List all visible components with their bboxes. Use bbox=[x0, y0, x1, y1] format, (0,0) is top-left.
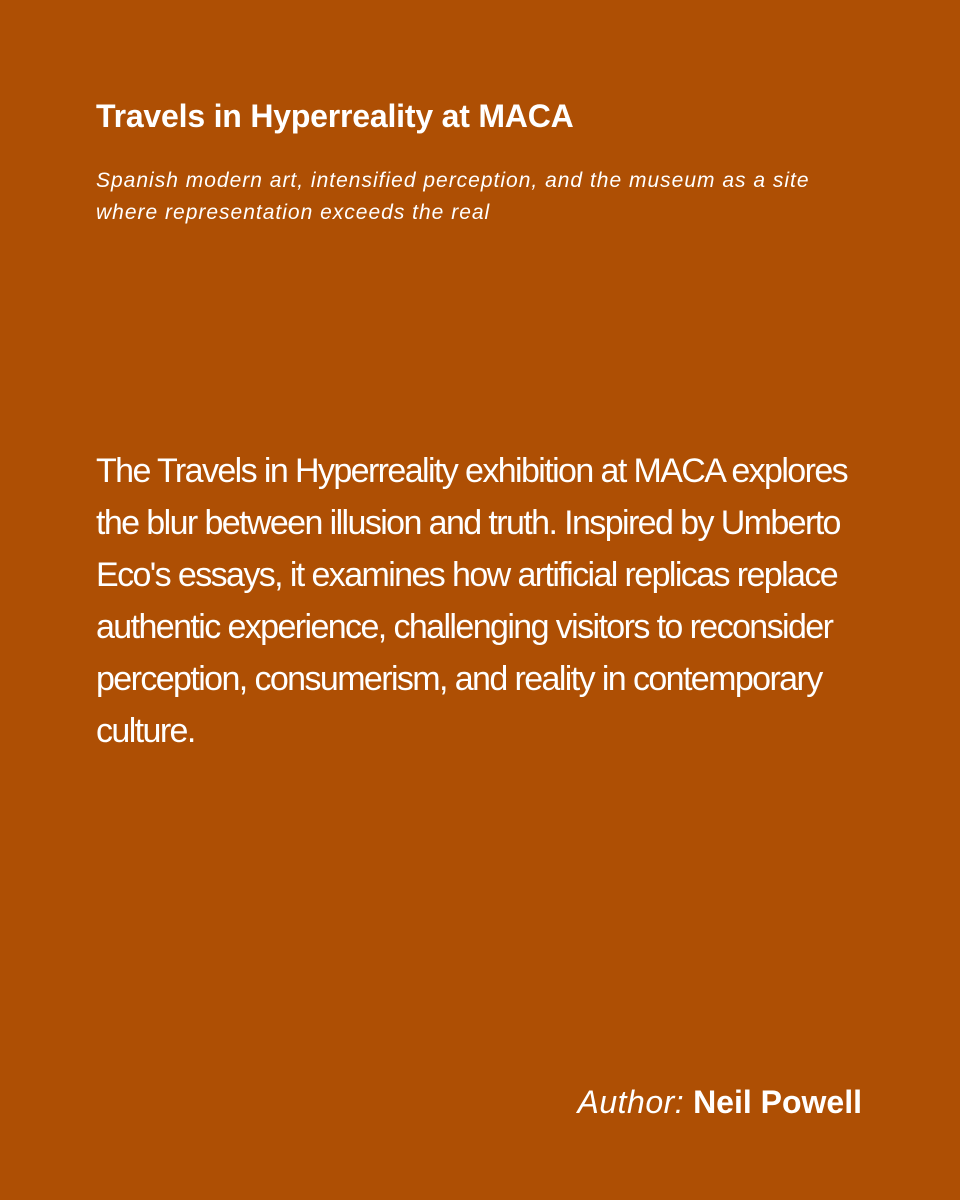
page-title: Travels in Hyperreality at MACA bbox=[96, 98, 574, 134]
author-credit bbox=[578, 1080, 863, 1124]
article-body: The Travels in Hyperreality exhibition at MACA explores the blur between illusion and truth. Inspired by Umberto Eco's essays, it examines how artificial replicas replace authentic experience, challenging visitors to reconsider perception, consumerism, and reality in contemporary culture. bbox=[96, 452, 848, 750]
author-label: Author: bbox=[577, 1084, 685, 1120]
author-name: Neil Powell bbox=[693, 1084, 862, 1120]
page-subtitle: Spanish modern art, intensified perception, and the museum as a site where representation exceeds the real bbox=[96, 169, 810, 224]
